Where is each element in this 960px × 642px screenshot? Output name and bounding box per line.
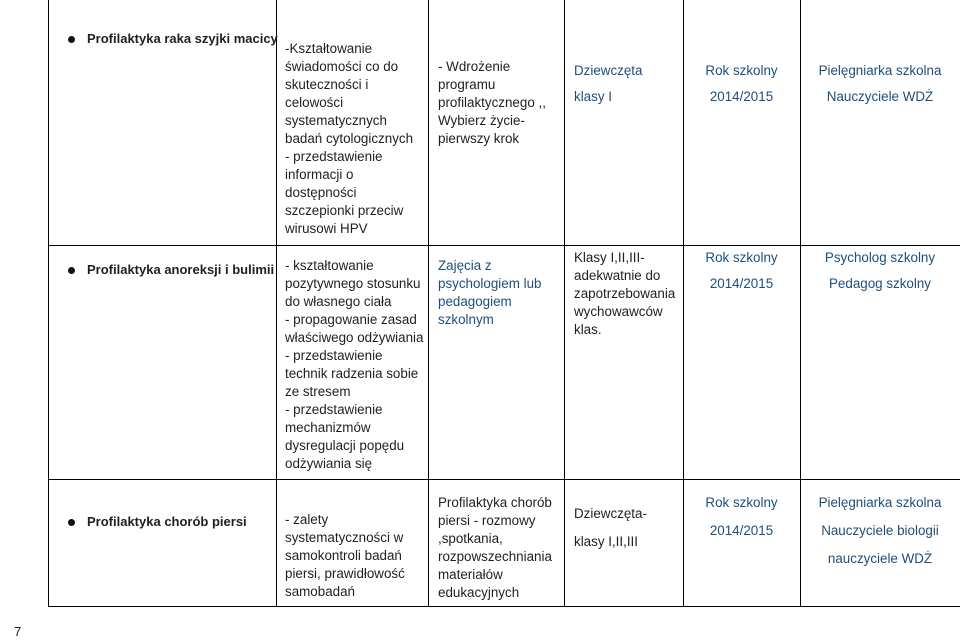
text-line: materiałów (438, 567, 503, 582)
text-line: - przedstawienie (285, 149, 383, 164)
text-line: samokontroli badań (285, 548, 402, 563)
target-cell (574, 58, 642, 110)
date-cell (683, 489, 800, 545)
text-line: Pielęgniarka szkolna (818, 495, 942, 510)
responsible-cell (800, 489, 960, 573)
text-line: pierwszy krok (438, 131, 520, 146)
text-line: skuteczności i (285, 77, 369, 92)
text-line: klas. (574, 322, 602, 337)
text-line: szkolnym (438, 312, 494, 327)
methods-cell (438, 257, 541, 329)
text-line: badań cytologicznych (285, 131, 414, 146)
text-line: mechanizmów (285, 420, 371, 435)
text-line: -Kształtowanie (285, 41, 373, 56)
text-line: 2014/2015 (709, 523, 774, 538)
text-line: Rok szkolny (705, 63, 778, 78)
text-line: Nauczyciele WDŻ (826, 89, 934, 104)
target-cell (574, 249, 675, 339)
text-line: wychowawców (574, 304, 663, 319)
text-line: ze stresem (285, 384, 351, 399)
text-line: szczepionki przeciw (285, 203, 404, 218)
goals-cell (285, 257, 423, 473)
text-line: edukacyjnych (438, 585, 520, 600)
text-line: świadomości co do (285, 59, 399, 74)
goals-cell (285, 40, 413, 238)
text-line: ,spotkania, (438, 531, 503, 546)
text-line: - propagowanie zasad (285, 312, 417, 327)
text-line: - przedstawienie (285, 402, 383, 417)
bullet-icon (68, 519, 75, 526)
text-line: celowości (285, 95, 344, 110)
text-line: Dziewczęta- (574, 506, 647, 521)
text-line: informacji o (285, 167, 354, 182)
text-line: klasy I (574, 89, 612, 104)
table-bottom-border (48, 606, 960, 607)
topic-cell: Profilaktyka raka szyjki macicy (87, 31, 278, 46)
text-line: Rok szkolny (705, 495, 778, 510)
text-line: technik radzenia sobie (285, 366, 419, 381)
text-line: Wybierz życie- (438, 113, 525, 128)
text-line: dysregulacji popędu (285, 438, 405, 453)
text-line: - przedstawienie (285, 348, 383, 363)
bullet-icon (68, 36, 75, 43)
text-line: Pielęgniarka szkolna (818, 63, 942, 78)
text-line: właściwego odżywiania (285, 330, 424, 345)
text-line: Psycholog szkolny (824, 250, 936, 265)
text-line: piersi - rozmowy (438, 513, 536, 528)
column-divider (428, 0, 429, 606)
topic-cell: Profilaktyka anoreksji i bulimii (87, 262, 275, 277)
methods-cell (438, 58, 546, 148)
goals-cell (285, 511, 405, 601)
text-line: Klasy I,II,III- (574, 250, 645, 265)
text-line: 2014/2015 (709, 89, 774, 104)
text-line: profilaktycznego ,, (438, 95, 546, 110)
text-line: systematyczności w (285, 530, 404, 545)
text-line: wirusowi HPV (285, 221, 368, 236)
text-line: programu (438, 77, 496, 92)
text-line: Pedagog szkolny (829, 276, 931, 291)
text-line: samobadań (285, 584, 355, 599)
text-line: pedagogiem (438, 294, 512, 309)
text-line: Zajęcia z (438, 258, 492, 273)
bullet-icon (68, 267, 75, 274)
responsible-cell (800, 58, 960, 110)
text-line: Nauczyciele biologii (821, 523, 939, 538)
page-number: 7 (14, 624, 22, 639)
text-line: rozpowszechniania (438, 549, 552, 564)
text-line: Rok szkolny (705, 250, 778, 265)
column-divider (276, 0, 277, 606)
date-cell (683, 245, 800, 297)
topic-cell: Profilaktyka chorób piersi (87, 514, 247, 529)
text-line: Dziewczęta (574, 63, 643, 78)
text-line: - zalety (285, 512, 329, 527)
text-line: Profilaktyka chorób (438, 495, 552, 510)
text-line: zapotrzebowania (574, 286, 676, 301)
text-line: piersi, prawidłowość (285, 566, 405, 581)
text-line: systematycznych (285, 113, 387, 128)
column-divider (48, 0, 49, 606)
text-line: pozytywnego stosunku (285, 276, 421, 291)
row-divider (48, 479, 960, 480)
methods-cell (438, 494, 552, 602)
text-line: - kształtowanie (285, 258, 374, 273)
text-line: dostępności (285, 185, 357, 200)
date-cell (683, 58, 800, 110)
text-line: psychologiem lub (438, 276, 542, 291)
text-line: 2014/2015 (709, 276, 774, 291)
text-line: nauczyciele WDŻ (827, 551, 933, 566)
text-line: odżywiania się (285, 456, 373, 471)
responsible-cell (800, 245, 960, 297)
text-line: - Wdrożenie (438, 59, 511, 74)
text-line: adekwatnie do (574, 268, 661, 283)
text-line: klasy I,II,III (574, 534, 638, 549)
column-divider (564, 0, 565, 606)
target-cell (574, 500, 647, 556)
text-line: do własnego ciała (285, 294, 392, 309)
